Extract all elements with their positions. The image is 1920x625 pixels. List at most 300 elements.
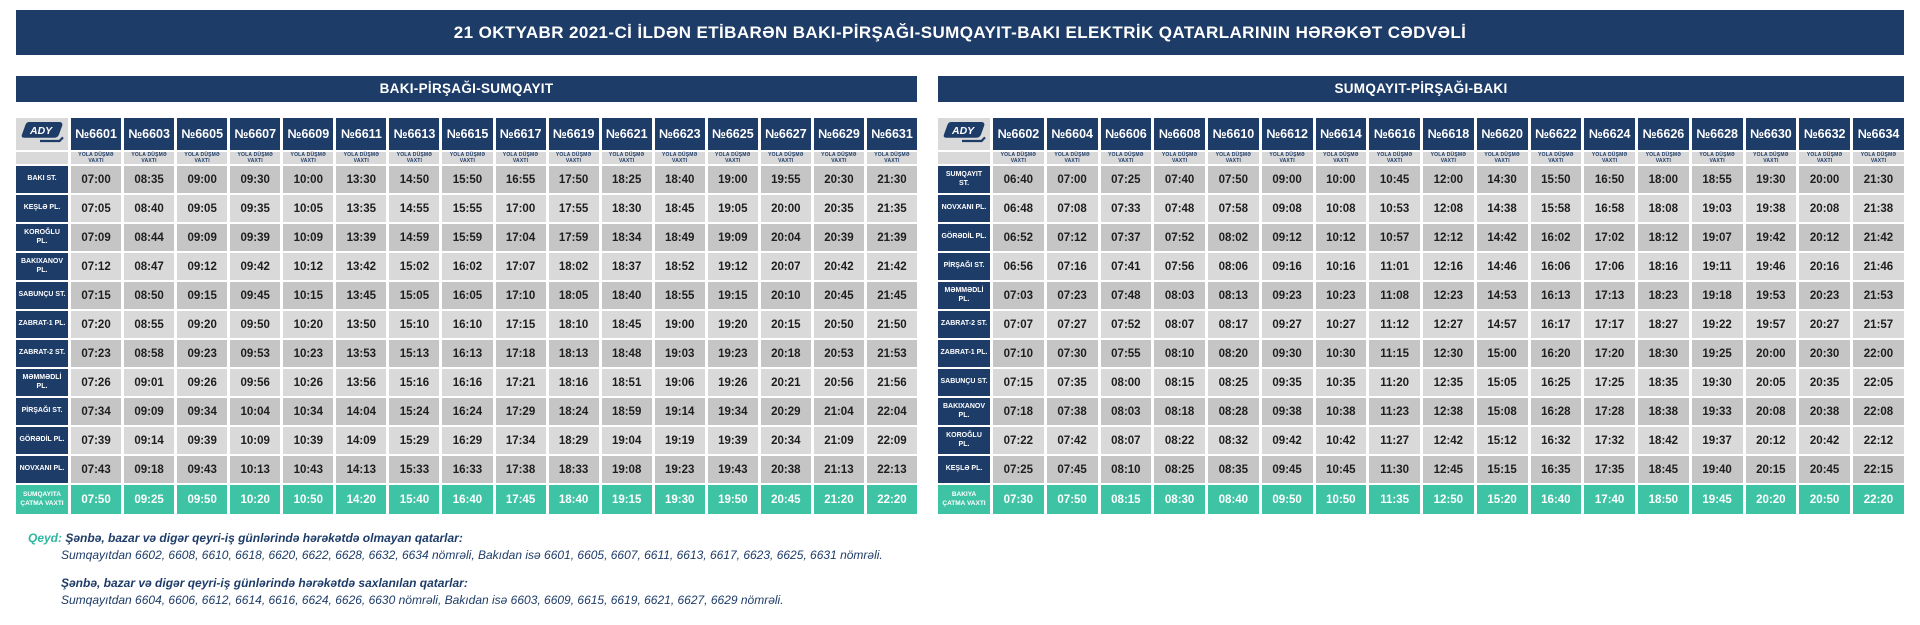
time-cell: 21:39: [867, 224, 917, 251]
time-cell: 12:27: [1423, 311, 1474, 338]
time-cell: 20:12: [1799, 224, 1850, 251]
departure-time-label: YOLA DÜŞMƏ VAXTI: [1799, 152, 1850, 164]
time-cell: 08:02: [1208, 224, 1259, 251]
time-cell: 19:22: [1692, 311, 1743, 338]
time-cell: 09:38: [1262, 398, 1313, 425]
station-row: [16, 369, 917, 396]
time-cell: 08:55: [124, 311, 174, 338]
time-cell: 09:50: [177, 485, 227, 514]
time-cell: 08:20: [1208, 340, 1259, 367]
time-cell: 16:28: [1531, 398, 1582, 425]
time-cell: 20:53: [814, 340, 864, 367]
station-label: NOVXANI PL.: [16, 456, 68, 483]
time-cell: 09:53: [230, 340, 280, 367]
time-cell: 18:24: [549, 398, 599, 425]
time-cell: 09:42: [230, 253, 280, 280]
time-cell: 07:58: [1208, 195, 1259, 222]
time-cell: 07:37: [1101, 224, 1152, 251]
time-cell: 20:56: [814, 369, 864, 396]
time-cell: 09:34: [177, 398, 227, 425]
time-cell: 21:13: [814, 456, 864, 483]
time-cell: 10:23: [283, 340, 333, 367]
time-cell: 17:34: [496, 427, 546, 454]
time-cell: 20:15: [761, 311, 811, 338]
time-cell: 19:23: [708, 340, 758, 367]
station-row: [16, 282, 917, 309]
note1-line: [28, 530, 1904, 547]
time-cell: 20:39: [814, 224, 864, 251]
time-cell: 17:21: [496, 369, 546, 396]
departure-time-label: YOLA DÜŞMƏ VAXTI: [230, 152, 280, 164]
station-label: BAKIYA ÇATMA VAXTI: [938, 485, 990, 514]
time-cell: 15:13: [389, 340, 439, 367]
train-number-header: №6619: [549, 118, 599, 150]
time-cell: 08:18: [1154, 398, 1205, 425]
time-cell: 19:30: [1746, 166, 1797, 193]
departure-time-label: YOLA DÜŞMƏ VAXTI: [389, 152, 439, 164]
departure-time-label: YOLA DÜŞMƏ VAXTI: [1531, 152, 1582, 164]
time-cell: 18:12: [1638, 224, 1689, 251]
departure-time-label: YOLA DÜŞMƏ VAXTI: [1262, 152, 1313, 164]
time-cell: 07:50: [1047, 485, 1098, 514]
time-cell: 22:13: [867, 456, 917, 483]
time-cell: 12:38: [1423, 398, 1474, 425]
time-cell: 19:26: [708, 369, 758, 396]
time-cell: 20:00: [1746, 340, 1797, 367]
time-cell: 22:09: [867, 427, 917, 454]
time-cell: 15:15: [1477, 456, 1528, 483]
time-cell: 19:55: [761, 166, 811, 193]
time-cell: 19:15: [602, 485, 652, 514]
time-cell: 20:45: [761, 485, 811, 514]
time-cell: 16:29: [442, 427, 492, 454]
station-row: [938, 398, 1904, 425]
time-cell: 16:24: [442, 398, 492, 425]
time-cell: 18:40: [602, 282, 652, 309]
time-cell: 09:12: [1262, 224, 1313, 251]
time-cell: 07:41: [1101, 253, 1152, 280]
time-cell: 07:00: [71, 166, 121, 193]
time-cell: 07:38: [1047, 398, 1098, 425]
time-cell: 10:04: [230, 398, 280, 425]
time-cell: 13:39: [336, 224, 386, 251]
station-label: BAKIXANOV PL.: [938, 398, 990, 425]
time-cell: 10:27: [1316, 311, 1367, 338]
svg-text:ADY: ADY: [952, 125, 975, 137]
time-cell: 20:21: [761, 369, 811, 396]
time-cell: 20:05: [1746, 369, 1797, 396]
time-cell: 21:53: [867, 340, 917, 367]
station-label: SUMQAYITA ÇATMA VAXTI: [16, 485, 68, 514]
time-cell: 07:30: [993, 485, 1044, 514]
ady-logo: [19, 118, 65, 145]
time-cell: 21:57: [1853, 311, 1904, 338]
time-cell: 19:25: [1692, 340, 1743, 367]
time-cell: 16:05: [442, 282, 492, 309]
timetable-baki-sumqayit: [13, 116, 920, 516]
time-cell: 08:22: [1154, 427, 1205, 454]
train-number-header: №6610: [1208, 118, 1259, 150]
time-cell: 20:18: [761, 340, 811, 367]
time-cell: 15:16: [389, 369, 439, 396]
train-header-row: [16, 118, 917, 150]
time-cell: 14:09: [336, 427, 386, 454]
time-cell: 18:48: [602, 340, 652, 367]
time-cell: 18:35: [1638, 369, 1689, 396]
time-cell: 09:56: [230, 369, 280, 396]
departure-time-label: YOLA DÜŞMƏ VAXTI: [602, 152, 652, 164]
time-cell: 07:18: [993, 398, 1044, 425]
station-row: [16, 427, 917, 454]
time-cell: 19:20: [708, 311, 758, 338]
time-cell: 09:00: [1262, 166, 1313, 193]
time-cell: 14:57: [1477, 311, 1528, 338]
station-label: NOVXANI PL.: [938, 195, 990, 222]
time-cell: 08:13: [1208, 282, 1259, 309]
time-cell: 13:50: [336, 311, 386, 338]
time-cell: 17:40: [1584, 485, 1635, 514]
time-cell: 18:30: [1638, 340, 1689, 367]
time-cell: 18:40: [549, 485, 599, 514]
time-cell: 10:35: [1316, 369, 1367, 396]
train-number-header: №6603: [124, 118, 174, 150]
time-cell: 20:45: [814, 282, 864, 309]
time-cell: 10:05: [283, 195, 333, 222]
time-cell: 10:20: [283, 311, 333, 338]
train-number-header: №6614: [1316, 118, 1367, 150]
train-number-header: №6628: [1692, 118, 1743, 150]
time-cell: 17:13: [1584, 282, 1635, 309]
time-cell: 21:50: [867, 311, 917, 338]
time-cell: 09:45: [230, 282, 280, 309]
station-label: KEŞLƏ PL.: [16, 195, 68, 222]
departure-time-label: YOLA DÜŞMƏ VAXTI: [1154, 152, 1205, 164]
time-cell: 20:42: [814, 253, 864, 280]
time-cell: 10:57: [1369, 224, 1420, 251]
time-cell: 08:07: [1101, 427, 1152, 454]
time-cell: 07:23: [1047, 282, 1098, 309]
time-cell: 09:12: [177, 253, 227, 280]
time-cell: 08:06: [1208, 253, 1259, 280]
time-cell: 17:02: [1584, 224, 1635, 251]
time-cell: 09:16: [1262, 253, 1313, 280]
notes-section: [28, 530, 1904, 610]
time-cell: 22:15: [1853, 456, 1904, 483]
time-cell: 18:05: [549, 282, 599, 309]
station-row: [938, 369, 1904, 396]
time-cell: 18:45: [655, 195, 705, 222]
time-cell: 17:45: [496, 485, 546, 514]
time-cell: 21:42: [867, 253, 917, 280]
time-cell: 11:20: [1369, 369, 1420, 396]
time-cell: 19:19: [655, 427, 705, 454]
station-row: [16, 195, 917, 222]
station-label: GÖRƏDİL PL.: [16, 427, 68, 454]
station-row: [16, 398, 917, 425]
time-cell: 19:18: [1692, 282, 1743, 309]
time-cell: 10:42: [1316, 427, 1367, 454]
time-cell: 19:34: [708, 398, 758, 425]
time-cell: 21:35: [867, 195, 917, 222]
time-cell: 10:23: [1316, 282, 1367, 309]
train-number-header: №6634: [1853, 118, 1904, 150]
station-row: [938, 311, 1904, 338]
time-cell: 15:50: [1531, 166, 1582, 193]
time-cell: 07:20: [71, 311, 121, 338]
time-cell: 11:15: [1369, 340, 1420, 367]
time-cell: 10:15: [283, 282, 333, 309]
time-cell: 07:26: [71, 369, 121, 396]
time-cell: 15:40: [389, 485, 439, 514]
train-number-header: №6605: [177, 118, 227, 150]
time-cell: 17:28: [1584, 398, 1635, 425]
time-cell: 15:24: [389, 398, 439, 425]
time-cell: 15:00: [1477, 340, 1528, 367]
ady-logo: [941, 118, 987, 145]
subheader-row: [938, 152, 1904, 164]
time-cell: 13:42: [336, 253, 386, 280]
time-cell: 21:30: [867, 166, 917, 193]
time-cell: 08:30: [1154, 485, 1205, 514]
time-cell: 09:27: [1262, 311, 1313, 338]
station-row: [938, 282, 1904, 309]
time-cell: 16:40: [1531, 485, 1582, 514]
time-cell: 16:33: [442, 456, 492, 483]
departure-time-label: YOLA DÜŞMƏ VAXTI: [1638, 152, 1689, 164]
time-cell: 15:05: [1477, 369, 1528, 396]
time-cell: 19:00: [708, 166, 758, 193]
time-cell: 11:08: [1369, 282, 1420, 309]
time-cell: 07:15: [71, 282, 121, 309]
station-label: GÖRƏDİL PL.: [938, 224, 990, 251]
train-number-header: №6607: [230, 118, 280, 150]
time-cell: 15:55: [442, 195, 492, 222]
time-cell: 10:12: [283, 253, 333, 280]
time-cell: 10:20: [230, 485, 280, 514]
time-cell: 14:53: [1477, 282, 1528, 309]
time-cell: 18:23: [1638, 282, 1689, 309]
time-cell: 11:01: [1369, 253, 1420, 280]
time-cell: 15:10: [389, 311, 439, 338]
time-cell: 15:58: [1531, 195, 1582, 222]
time-cell: 12:12: [1423, 224, 1474, 251]
time-cell: 10:45: [1369, 166, 1420, 193]
time-cell: 07:35: [1047, 369, 1098, 396]
time-cell: 09:39: [177, 427, 227, 454]
time-cell: 21:38: [1853, 195, 1904, 222]
time-cell: 08:44: [124, 224, 174, 251]
time-cell: 12:50: [1423, 485, 1474, 514]
time-cell: 09:15: [177, 282, 227, 309]
time-cell: 16:13: [1531, 282, 1582, 309]
time-cell: 18:34: [602, 224, 652, 251]
time-cell: 14:30: [1477, 166, 1528, 193]
station-label: KEŞLƏ PL.: [938, 456, 990, 483]
train-number-header: №6630: [1746, 118, 1797, 150]
time-cell: 16:50: [1584, 166, 1635, 193]
departure-time-label: YOLA DÜŞMƏ VAXTI: [442, 152, 492, 164]
time-cell: 22:05: [1853, 369, 1904, 396]
time-cell: 19:45: [1692, 485, 1743, 514]
time-cell: 10:08: [1316, 195, 1367, 222]
train-number-header: №6623: [655, 118, 705, 150]
time-cell: 06:40: [993, 166, 1044, 193]
time-cell: 07:00: [1047, 166, 1098, 193]
train-number-header: №6625: [708, 118, 758, 150]
time-cell: 07:52: [1101, 311, 1152, 338]
time-cell: 17:55: [549, 195, 599, 222]
time-cell: 11:30: [1369, 456, 1420, 483]
train-number-header: №6615: [442, 118, 492, 150]
time-cell: 18:51: [602, 369, 652, 396]
time-cell: 09:50: [230, 311, 280, 338]
time-cell: 13:35: [336, 195, 386, 222]
train-number-header: №6601: [71, 118, 121, 150]
time-cell: 07:45: [1047, 456, 1098, 483]
time-cell: 14:55: [389, 195, 439, 222]
departure-time-label: YOLA DÜŞMƏ VAXTI: [993, 152, 1044, 164]
time-cell: 09:23: [1262, 282, 1313, 309]
time-cell: 20:07: [761, 253, 811, 280]
time-cell: 10:43: [283, 456, 333, 483]
time-cell: 10:50: [283, 485, 333, 514]
time-cell: 18:02: [549, 253, 599, 280]
time-cell: 15:12: [1477, 427, 1528, 454]
time-cell: 20:12: [1746, 427, 1797, 454]
station-row: [16, 166, 917, 193]
time-cell: 09:23: [177, 340, 227, 367]
time-cell: 18:25: [602, 166, 652, 193]
time-cell: 18:00: [1638, 166, 1689, 193]
time-cell: 12:16: [1423, 253, 1474, 280]
time-cell: 21:56: [867, 369, 917, 396]
time-cell: 09:50: [1262, 485, 1313, 514]
time-cell: 17:00: [496, 195, 546, 222]
time-cell: 19:04: [602, 427, 652, 454]
train-number-header: №6620: [1477, 118, 1528, 150]
train-number-header: №6613: [389, 118, 439, 150]
note2-title: Şənbə, bazar və digər qeyri-iş günlərində hərəkətdə saxlanılan qatarlar:: [61, 575, 468, 590]
time-cell: 17:06: [1584, 253, 1635, 280]
time-cell: 14:13: [336, 456, 386, 483]
train-number-header: №6616: [1369, 118, 1420, 150]
time-cell: 21:09: [814, 427, 864, 454]
time-cell: 07:42: [1047, 427, 1098, 454]
note1-body: Sumqayıtdan 6602, 6608, 6610, 6618, 6620, 6622, 6628, 6632, 6634 nömrəli, Bakıdan isə 6601, 6605, 6607, 6611, 6613, 6617, 6623, 6625, 6631 nömrəli.: [61, 548, 883, 563]
time-cell: 19:14: [655, 398, 705, 425]
time-cell: 09:20: [177, 311, 227, 338]
time-cell: 10:00: [283, 166, 333, 193]
time-cell: 10:26: [283, 369, 333, 396]
time-cell: 13:53: [336, 340, 386, 367]
time-cell: 19:57: [1746, 311, 1797, 338]
time-cell: 07:55: [1101, 340, 1152, 367]
time-cell: 12:45: [1423, 456, 1474, 483]
time-cell: 20:34: [761, 427, 811, 454]
time-cell: 20:42: [1799, 427, 1850, 454]
time-cell: 20:08: [1799, 195, 1850, 222]
time-cell: 18:33: [549, 456, 599, 483]
time-cell: 20:35: [814, 195, 864, 222]
departure-time-label: YOLA DÜŞMƏ VAXTI: [549, 152, 599, 164]
page-title: 21 OKTYABR 2021-Cİ İLDƏN ETİBARƏN BAKI-PİRŞAĞI-SUMQAYIT-BAKI ELEKTRİK QATARLARININ HƏRƏKƏT CƏDVƏLİ: [16, 10, 1904, 55]
station-label: MƏMMƏDLİ PL.: [938, 282, 990, 309]
time-cell: 09:26: [177, 369, 227, 396]
time-cell: 16:58: [1584, 195, 1635, 222]
time-cell: 07:07: [993, 311, 1044, 338]
time-cell: 08:40: [1208, 485, 1259, 514]
time-cell: 14:42: [1477, 224, 1528, 251]
time-cell: 09:35: [1262, 369, 1313, 396]
station-label: MƏMMƏDLİ PL.: [16, 369, 68, 396]
time-cell: 07:39: [71, 427, 121, 454]
time-cell: 07:25: [993, 456, 1044, 483]
time-cell: 09:30: [1262, 340, 1313, 367]
time-cell: 10:39: [283, 427, 333, 454]
time-cell: 12:35: [1423, 369, 1474, 396]
time-cell: 20:04: [761, 224, 811, 251]
time-cell: 16:10: [442, 311, 492, 338]
time-cell: 20:20: [1746, 485, 1797, 514]
time-cell: 16:17: [1531, 311, 1582, 338]
departure-time-label: YOLA DÜŞMƏ VAXTI: [708, 152, 758, 164]
departure-time-label: YOLA DÜŞMƏ VAXTI: [1746, 152, 1797, 164]
time-cell: 15:08: [1477, 398, 1528, 425]
table-block-sumqayit-baki: [938, 76, 1904, 516]
time-cell: 19:42: [1746, 224, 1797, 251]
train-number-header: №6609: [283, 118, 333, 150]
station-row: [16, 456, 917, 483]
time-cell: 20:38: [1799, 398, 1850, 425]
time-cell: 08:35: [1208, 456, 1259, 483]
departure-time-label: YOLA DÜŞMƏ VAXTI: [1208, 152, 1259, 164]
time-cell: 17:10: [496, 282, 546, 309]
time-cell: 20:08: [1746, 398, 1797, 425]
station-label: ZABRAT-2 ST.: [938, 311, 990, 338]
time-cell: 18:38: [1638, 398, 1689, 425]
time-cell: 15:20: [1477, 485, 1528, 514]
time-cell: 18:52: [655, 253, 705, 280]
train-number-header: №6608: [1154, 118, 1205, 150]
time-cell: 20:35: [1799, 369, 1850, 396]
time-cell: 16:25: [1531, 369, 1582, 396]
train-number-header: №6624: [1584, 118, 1635, 150]
train-number-header: №6604: [1047, 118, 1098, 150]
time-cell: 09:01: [124, 369, 174, 396]
time-cell: 07:15: [993, 369, 1044, 396]
time-cell: 16:02: [442, 253, 492, 280]
time-cell: 17:17: [1584, 311, 1635, 338]
time-cell: 19:50: [708, 485, 758, 514]
departure-time-label: YOLA DÜŞMƏ VAXTI: [1584, 152, 1635, 164]
time-cell: 07:52: [1154, 224, 1205, 251]
time-cell: 20:16: [1799, 253, 1850, 280]
station-row: [16, 340, 917, 367]
time-cell: 20:30: [1799, 340, 1850, 367]
time-cell: 18:55: [1692, 166, 1743, 193]
train-number-header: №6627: [761, 118, 811, 150]
time-cell: 19:38: [1746, 195, 1797, 222]
ady-logo-cell: [16, 118, 68, 150]
station-label: PİRŞAĞI ST.: [938, 253, 990, 280]
time-cell: 11:27: [1369, 427, 1420, 454]
time-cell: 18:16: [1638, 253, 1689, 280]
time-cell: 19:15: [708, 282, 758, 309]
arrival-time-row: [16, 485, 917, 514]
time-cell: 08:25: [1154, 456, 1205, 483]
note-gap: [28, 565, 1904, 575]
time-cell: 16:55: [496, 166, 546, 193]
